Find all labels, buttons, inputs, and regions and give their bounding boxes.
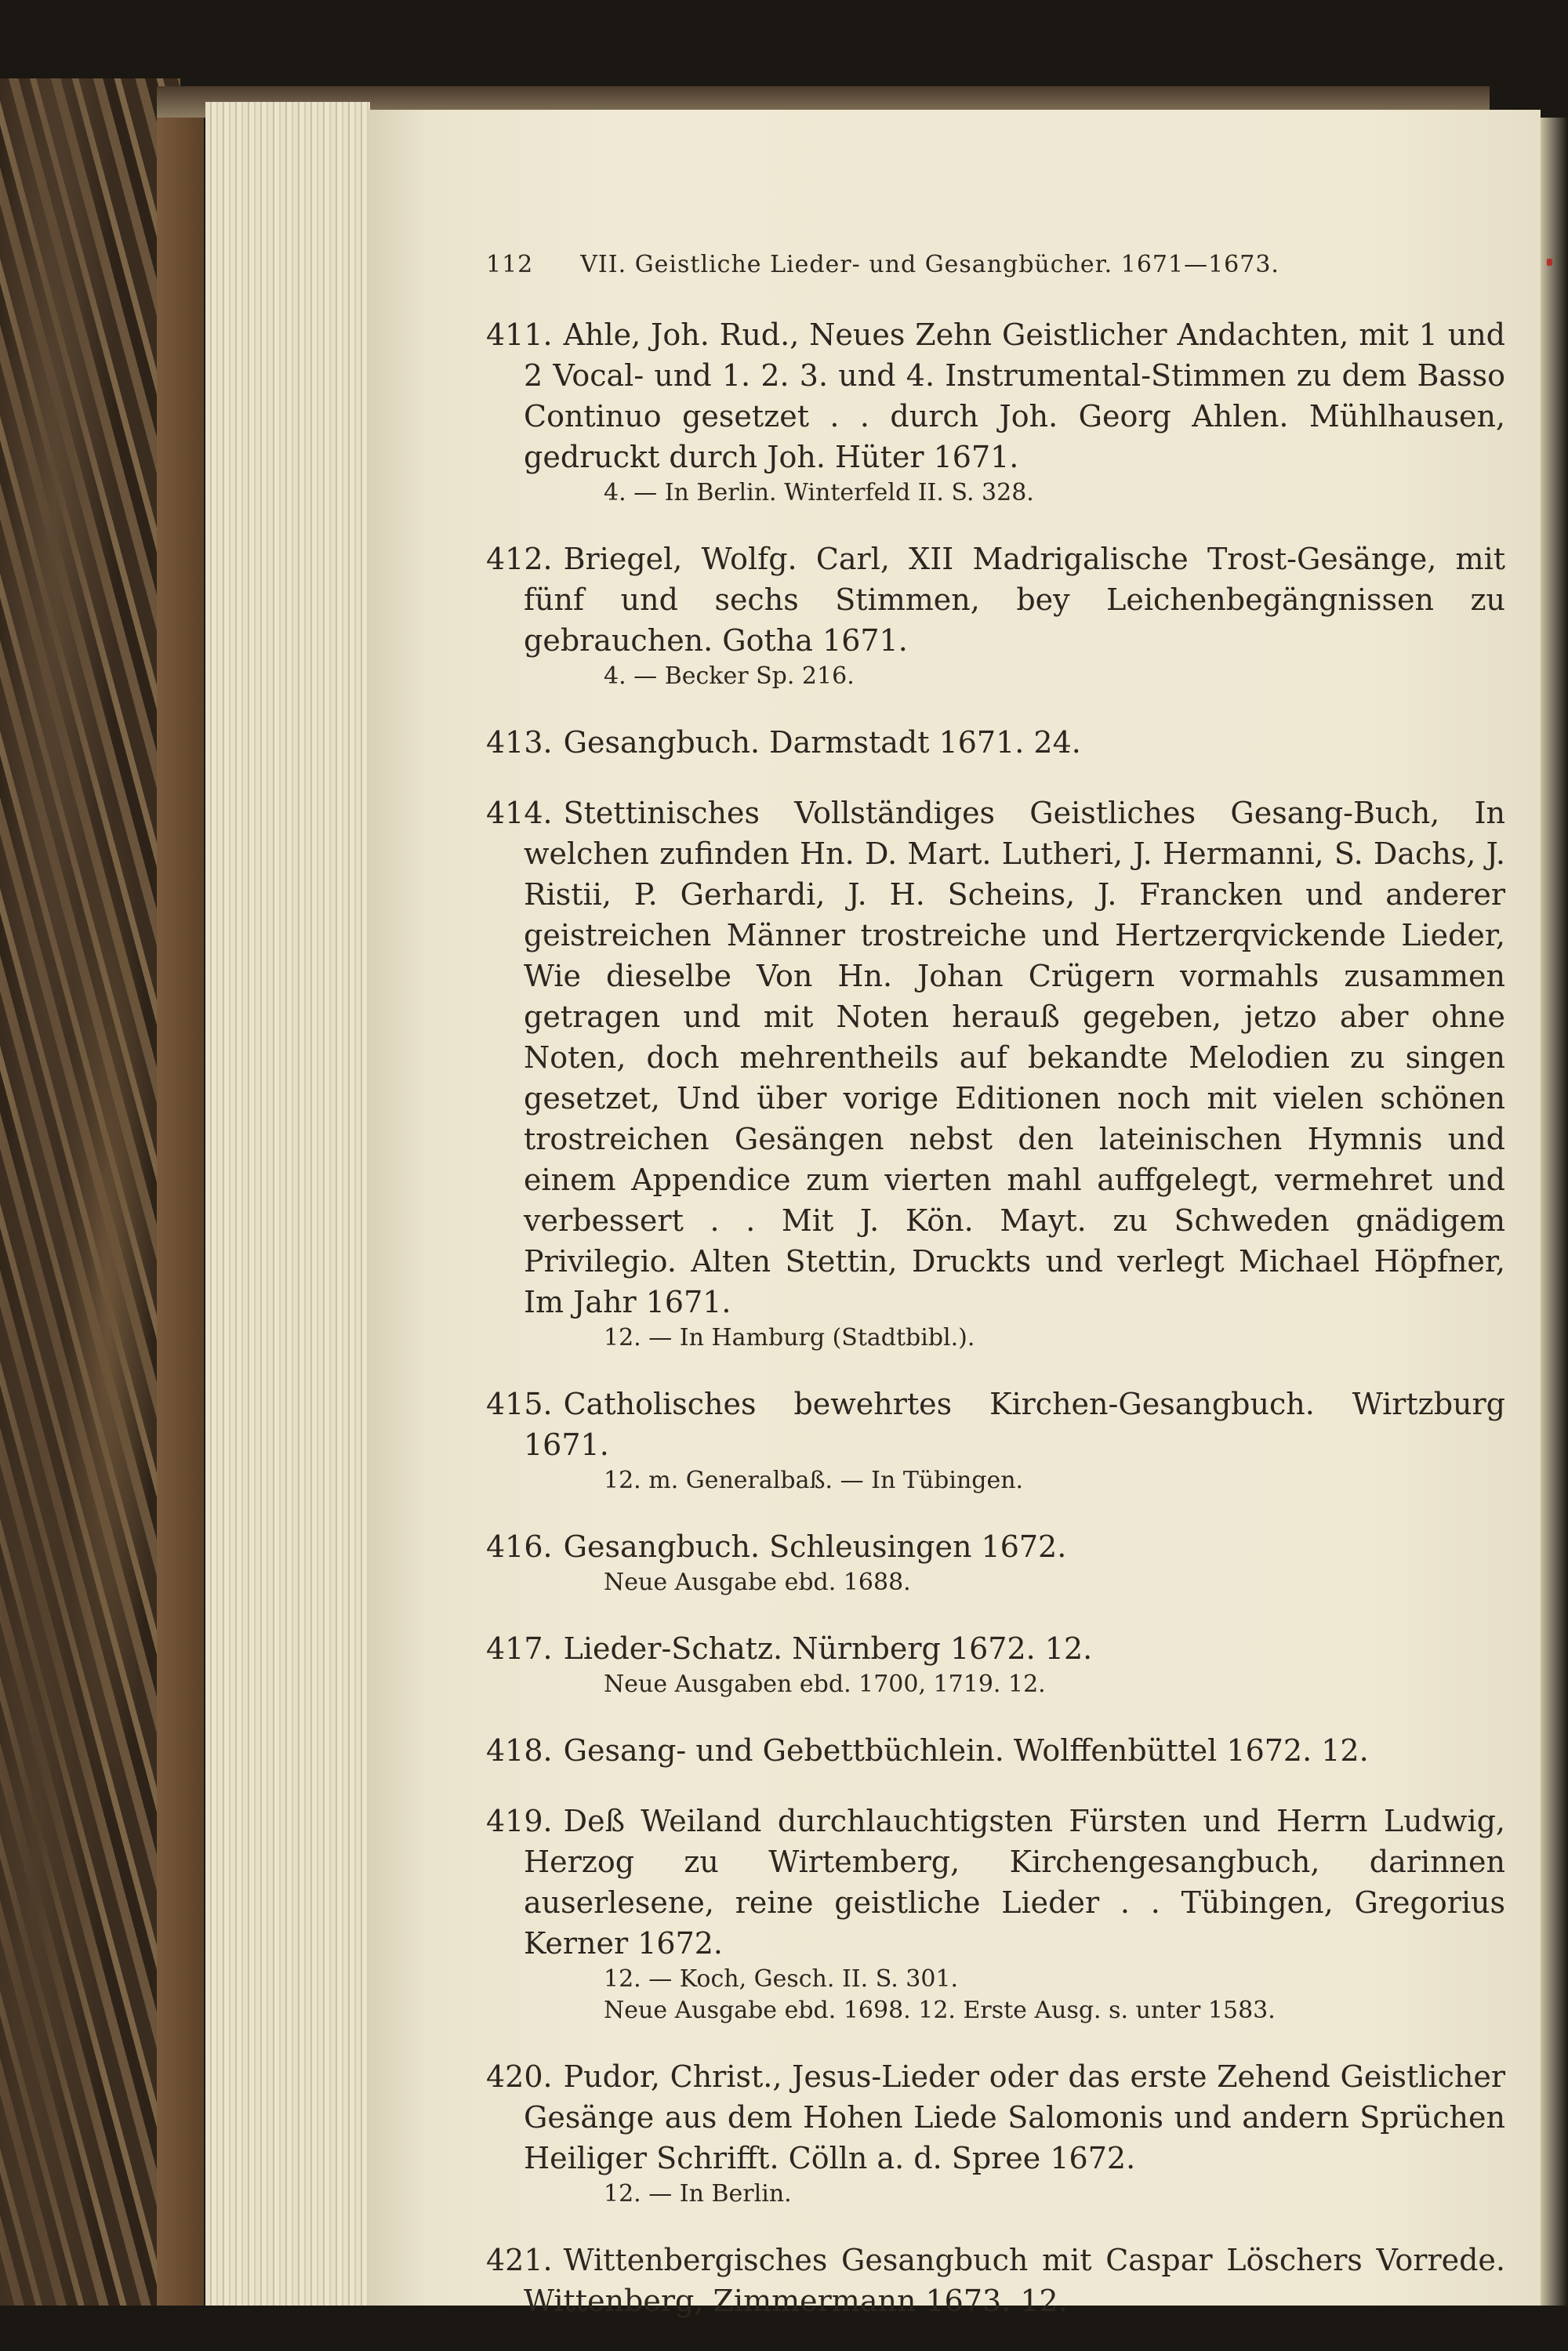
entry-note: Neue Ausgabe ebd. 1688. xyxy=(604,1569,911,1596)
entry-number: 420. xyxy=(486,2059,553,2094)
entry-text xyxy=(486,793,1505,1322)
catalog-entry xyxy=(486,1384,1505,1497)
entry-title: Ahle, Joh. Rud., Neues Zehn Geistlicher Andachten, mit 1 und 2 Vocal- und 1. 2. 3. und 4. Instrumental-Stimmen zu dem Basso Continuo gesetzet . . durch Joh. Georg Ahlen. Mühlhausen, gedruckt durch Joh. Hüter 1671. xyxy=(524,317,1505,474)
cover-edge xyxy=(157,93,204,2306)
page-number: 112 xyxy=(486,251,534,278)
entry-title: Briegel, Wolfg. Carl, XII Madrigalische Trost-Gesänge, mit fünf und sechs Stimmen, bey Leichenbegängnissen zu gebrauchen. Gotha 1671. xyxy=(524,542,1505,658)
entry-note: Neue Ausgabe ebd. 1698. 12. Erste Ausg. s. unter 1583. xyxy=(604,1997,1276,2024)
catalog-entry xyxy=(486,314,1505,509)
entry-text xyxy=(486,722,1505,763)
entry-title: Gesangbuch. Schleusingen 1672. xyxy=(563,1529,1067,1564)
entry-note: 12. — In Berlin. xyxy=(604,2180,792,2208)
book-cover xyxy=(0,78,180,2306)
entry-title: Deß Weiland durchlauchtigsten Fürsten und Herrn Ludwig, Herzog zu Wirtemberg, Kirchengesangbuch, darinnen auserlesene, reine geistliche Lieder . . Tübingen, Gregorius Kerner 1672. xyxy=(524,1804,1505,1961)
entry-title: Gesang- und Gebettbüchlein. Wolffenbüttel 1672. 12. xyxy=(563,1733,1369,1768)
entry-note: 12. — Koch, Gesch. II. S. 301. xyxy=(604,1965,959,1993)
entry-title: Pudor, Christ., Jesus-Lieder oder das erste Zehend Geistlicher Gesänge aus dem Hohen Liede Salomonis und andern Sprüchen Heiliger Schrifft. Cölln a. d. Spree 1672. xyxy=(524,2059,1505,2175)
entry-number: 421. xyxy=(486,2243,553,2277)
page-stack xyxy=(205,102,370,2306)
catalog-entry xyxy=(486,793,1505,1354)
catalog-entry xyxy=(486,1730,1505,1771)
entry-number: 414. xyxy=(486,796,553,830)
catalog-entry xyxy=(486,2240,1505,2321)
catalog-entry xyxy=(486,2056,1505,2210)
entry-note: Neue Ausgaben ebd. 1700, 1719. 12. xyxy=(604,1671,1046,1698)
page-right-edge xyxy=(1541,118,1568,2306)
entry-number: 411. xyxy=(486,317,553,352)
entry-number: 413. xyxy=(486,725,553,760)
catalog-entry xyxy=(486,539,1505,692)
entry-text xyxy=(486,1730,1505,1771)
running-head xyxy=(486,251,1505,278)
entry-note: 4. — In Berlin. Winterfeld II. S. 328. xyxy=(604,479,1034,506)
catalog-entry xyxy=(486,1801,1505,2026)
catalog-entry xyxy=(486,1628,1505,1700)
entry-text xyxy=(486,1801,1505,1964)
page-content xyxy=(486,251,1505,2351)
entry-text xyxy=(486,1384,1505,1465)
entry-number: 412. xyxy=(486,542,553,576)
entry-number: 418. xyxy=(486,1733,553,1768)
entry-note: 4. — Becker Sp. 216. xyxy=(604,662,855,690)
entry-text xyxy=(486,1526,1505,1567)
entry-title: Gesangbuch. Darmstadt 1671. 24. xyxy=(563,725,1081,760)
entry-note: 12. m. Generalbaß. — In Tübingen. xyxy=(604,1467,1024,1494)
entry-text xyxy=(486,2240,1505,2321)
entry-list xyxy=(486,314,1505,2321)
entry-text xyxy=(486,1628,1505,1669)
entry-text xyxy=(486,2056,1505,2179)
entry-title: Wittenbergisches Gesangbuch mit Caspar Löschers Vorrede. Wittenberg, Zimmermann 1673. 12. xyxy=(524,2243,1505,2318)
entry-title: Catholisches bewehrtes Kirchen-Gesangbuch. Wirtzburg 1671. xyxy=(524,1387,1505,1462)
catalog-entry xyxy=(486,722,1505,763)
entry-number: 416. xyxy=(486,1529,553,1564)
entry-number: 419. xyxy=(486,1804,553,1838)
ink-mark xyxy=(1547,259,1552,266)
entry-title: Lieder-Schatz. Nürnberg 1672. 12. xyxy=(563,1631,1093,1666)
entry-text xyxy=(486,539,1505,661)
entry-number: 417. xyxy=(486,1631,553,1666)
entry-text xyxy=(486,314,1505,477)
catalog-entry xyxy=(486,1526,1505,1598)
entry-title: Stettinisches Vollständiges Geistliches Gesang-Buch, In welchen zufinden Hn. D. Mart. Lutheri, J. Hermanni, S. Dachs, J. Ristii, P. Gerhardi, J. H. Scheins, J. Francken und anderer geistreichen Männer trostreiche und Hertzerqvickende Lieder, Wie dieselbe Von Hn. Johan Crügern vormahls zusammen getragen und mit Noten herauß gegeben, jetzo aber ohne Noten, doch mehrentheils auf bekandte Melodien zu singen gesetzet, Und über vorige Editionen noch mit vielen schönen trostreichen Gesängen nebst den lateinischen Hymnis und einem Appendice zum vierten mahl auffgelegt, vermehret und verbessert . . Mit J. Kön. Mayt. zu Schweden gnädigem Privilegio. Alten Stettin, Druckts und verlegt Michael Höpfner, Im Jahr 1671. xyxy=(524,796,1505,1319)
running-title: VII. Geistliche Lieder- und Gesangbücher. 1671—1673. xyxy=(580,251,1279,278)
entry-note: 12. — In Hamburg (Stadtbibl.). xyxy=(604,1324,975,1351)
entry-number: 415. xyxy=(486,1387,553,1421)
